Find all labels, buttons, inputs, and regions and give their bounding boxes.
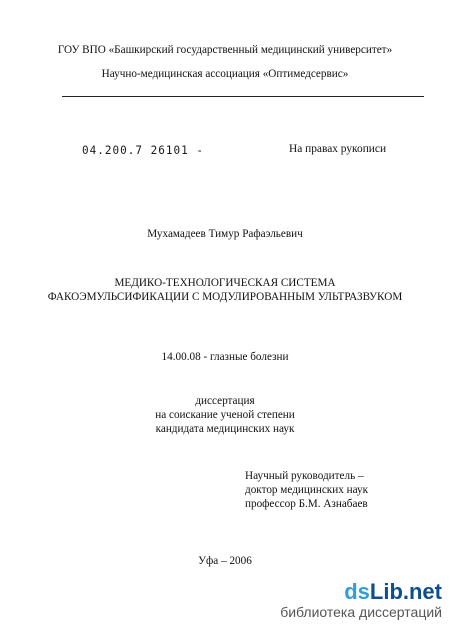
header-divider [62, 96, 424, 97]
author-name: Мухамадеев Тимур Рафаэльевич [147, 228, 303, 240]
watermark-tagline: библиотека диссертаций [280, 604, 442, 620]
specialty-code: 14.00.08 - глазные болезни [161, 351, 289, 363]
degree-line2: на соискание ученой степени [155, 409, 295, 421]
degree-line3: кандидата медицинских наук [155, 423, 295, 435]
dissertation-title-line1: МЕДИКО-ТЕХНОЛОГИЧЕСКАЯ СИСТЕМА [114, 277, 336, 289]
dissertation-title-line2: ФАКОЭМУЛЬСИФИКАЦИИ С МОДУЛИРОВАННЫМ УЛЬТРАЗВУКОМ [47, 291, 403, 303]
place-year: Уфа – 2006 [198, 555, 252, 567]
degree-line1: диссертация [195, 395, 255, 407]
registration-stamp: 04.200.7 26101 - [82, 143, 204, 158]
rights-note: На правах рукописи [289, 143, 387, 155]
watermark-logo[interactable] [280, 580, 442, 620]
watermark-brand-ds: ds [344, 579, 370, 604]
supervisor-line3: профессор Б.М. Азнабаев [245, 498, 368, 510]
association-name: Научно-медицинская ассоциация «Оптимедсервис» [101, 68, 349, 80]
organization-name: ГОУ ВПО «Башкирский государственный медицинский университет» [57, 44, 393, 56]
supervisor-line2: доктор медицинских наук [245, 484, 369, 496]
supervisor-line1: Научный руководитель – [245, 470, 364, 482]
watermark-brand-lib: Lib.net [369, 579, 442, 604]
